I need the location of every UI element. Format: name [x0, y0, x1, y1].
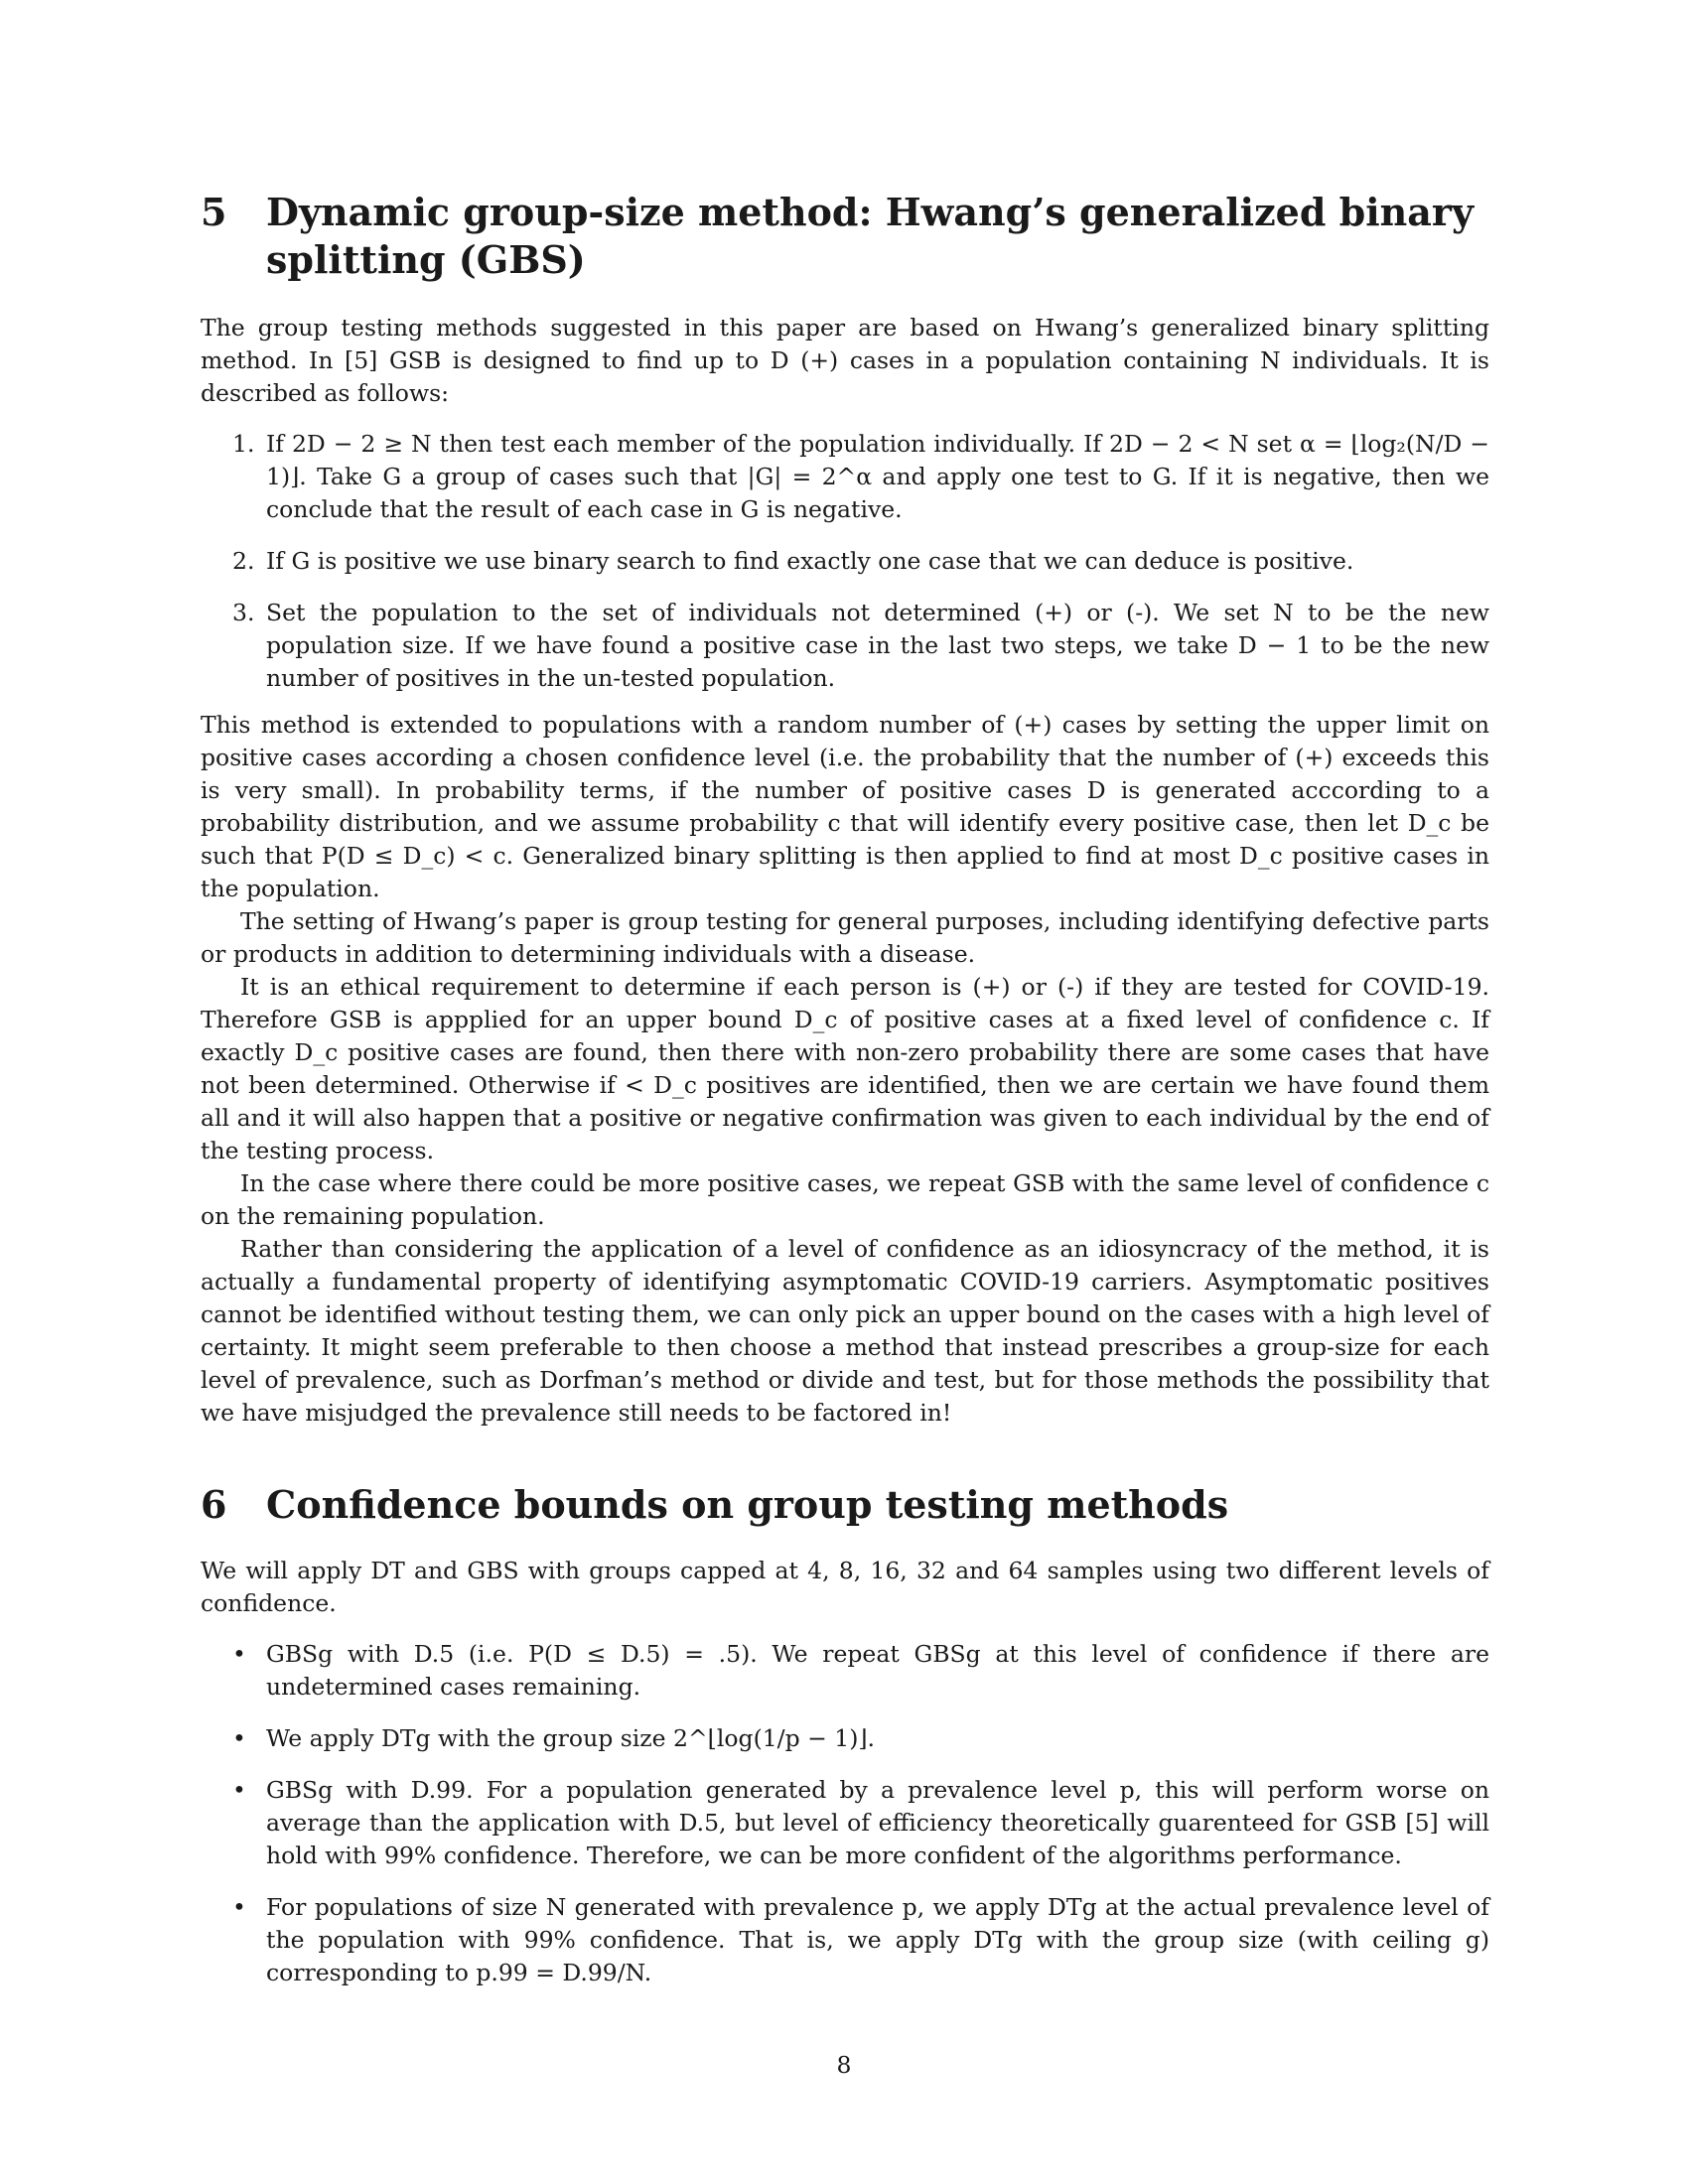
list-item-text: For populations of size N generated with prevalence p, we apply DTg at the actual prevalence level of the population with 99% confidence. That is, we apply DTg with the group size (with ceiling g) corresponding to p.99 = D.99/N.: [266, 1893, 1489, 1986]
body-paragraph: In the case where there could be more positive cases, we repeat GSB with the same level of confidence c on the remaining population.: [201, 1169, 1489, 1230]
intro-paragraph: We will apply DT and GBS with groups capped at 4, 8, 16, 32 and 64 samples using two different levels of confidence.: [201, 1557, 1489, 1617]
list-item: [201, 1891, 1489, 1989]
list-item: [201, 428, 1489, 526]
section-6-heading: [201, 1481, 1489, 1529]
section-number: 6: [201, 1482, 227, 1527]
list-item-text: GBSg with D.99. For a population generated by a prevalence level p, this will perform worse on average than the application with D.5, but level of efficiency theoretically guarenteed for GSB [5] will hold with 99% confidence. Therefore, we can be more confident of the algorithms performance.: [266, 1776, 1489, 1869]
list-item-text: Set the population to the set of individuals not determined (+) or (-). We set N to be the new population size. If we have found a positive case in the last two steps, we take D − 1 to be the new number of positives in the un-tested population.: [266, 599, 1489, 692]
section-number: 5: [201, 190, 227, 234]
confidence-methods-list: [201, 1638, 1489, 1989]
list-item-text: We apply DTg with the group size 2^⌊log(1/p − 1)⌋.: [266, 1724, 876, 1752]
list-item: [201, 597, 1489, 695]
bullet-marker: •: [232, 1776, 246, 1804]
list-item: [201, 1774, 1489, 1872]
section-title: Dynamic group-size method: Hwang’s generalized binary splitting (GBS): [266, 190, 1475, 282]
list-marker: 2.: [232, 547, 255, 575]
list-item: [201, 545, 1489, 578]
list-item-text: If G is positive we use binary search to find exactly one case that we can deduce is positive.: [266, 547, 1354, 575]
bullet-marker: •: [232, 1893, 246, 1921]
list-item-text: If 2D − 2 ≥ N then test each member of the population individually. If 2D − 2 < N set α = ⌊log₂(N/D − 1)⌋. Take G a group of cases such that |G| = 2^α and apply one test to G. If it is negative, then we conclude that the result of each case in G is negative.: [266, 430, 1489, 523]
section-6-body: [201, 1555, 1489, 2008]
list-item: [201, 1638, 1489, 1704]
section-title: Confidence bounds on group testing methods: [266, 1482, 1229, 1527]
section-5-body: [201, 312, 1489, 1430]
body-paragraph: Rather than considering the application of a level of confidence as an idiosyncracy of the method, it is actually a fundamental property of identifying asymptomatic COVID-19 carriers. Asymptomatic positives cannot be identified without testing them, we can only pick an upper bound on the cases with a high level of certainty. It might seem preferable to then choose a method that instead prescribes a group-size for each level of prevalence, such as Dorfman’s method or divide and test, but for those methods the possibility that we have misjudged the prevalence still needs to be factored in!: [201, 1235, 1489, 1427]
page-number: 8: [836, 2051, 852, 2079]
bullet-marker: •: [232, 1640, 246, 1668]
body-paragraph: This method is extended to populations with a random number of (+) cases by setting the upper limit on positive cases according a chosen confidence level (i.e. the probability that the number of (+) exceeds this is very small). In probability terms, if the number of positive cases D is generated acccording to a probability distribution, and we assume probability c that will identify every positive case, then let D_c be such that P(D ≤ D_c) < c. Generalized binary splitting is then applied to find at most D_c positive cases in the population.: [201, 711, 1489, 902]
section-5-heading: [201, 189, 1489, 284]
body-paragraph: It is an ethical requirement to determine if each person is (+) or (-) if they are tested for COVID-19. Therefore GSB is appplied for an upper bound D_c of positive cases at a fixed level of confidence c. If exactly D_c positive cases are found, then there with non-zero probability there are some cases that have not been determined. Otherwise if < D_c positives are identified, then we are certain we have found them all and it will also happen that a positive or negative confirmation was given to each individual by the end of the testing process.: [201, 973, 1489, 1164]
intro-paragraph: The group testing methods suggested in this paper are based on Hwang’s generalized binary splitting method. In [5] GSB is designed to find up to D (+) cases in a population containing N individuals. It is described as follows:: [201, 314, 1489, 407]
list-item-text: GBSg with D.5 (i.e. P(D ≤ D.5) = .5). We repeat GBSg at this level of confidence if there are undetermined cases remaining.: [266, 1640, 1489, 1701]
list-marker: 3.: [232, 599, 255, 626]
body-paragraph: The setting of Hwang’s paper is group testing for general purposes, including identifying defective parts or products in addition to determining individuals with a disease.: [201, 907, 1489, 968]
list-marker: 1.: [232, 430, 255, 458]
bullet-marker: •: [232, 1724, 246, 1752]
gbs-steps-list: [201, 428, 1489, 695]
list-item: [201, 1722, 1489, 1755]
